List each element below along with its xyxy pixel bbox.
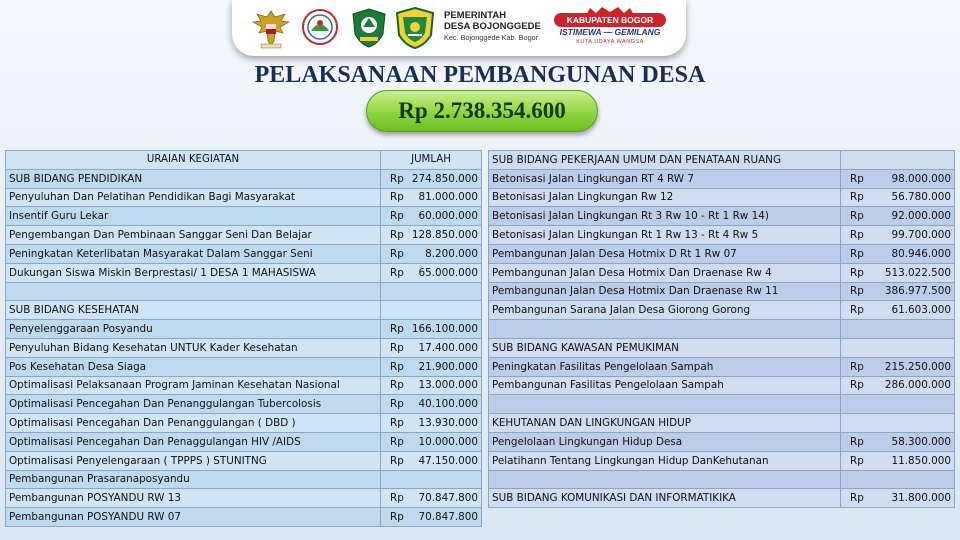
amount-value: 386.977.500 [884, 285, 951, 298]
row-amount [841, 151, 955, 170]
row-description: Pengelolaan Lingkungan Hidup Desa [489, 432, 841, 451]
amount-value: 286.000.000 [884, 379, 951, 392]
amount-value: 128.850.000 [411, 229, 478, 242]
bogor-brand-line1: KABUPATEN BOGOR [554, 13, 666, 27]
currency-label: Rp [850, 304, 864, 317]
amount-value: 65.000.000 [418, 266, 478, 279]
amount-wrap [384, 191, 478, 203]
table-row [6, 451, 482, 470]
amount-wrap [384, 436, 478, 448]
table-row [6, 282, 482, 301]
amount-wrap [384, 511, 478, 523]
currency-label: Rp [390, 417, 404, 430]
row-description: Betonisasi Jalan Lingkungan RT 4 RW 7 [489, 169, 841, 188]
amount-value: 61.603.000 [891, 304, 951, 317]
header-logo-card [232, 0, 686, 56]
row-description: Betonisasi Jalan Lingkungan Rt 3 Rw 10 - Rt 1 Rw 14) [489, 207, 841, 226]
row-description: Penyuluhan Bidang Kesehatan UNTUK Kader Kesehatan [6, 338, 381, 357]
amount-wrap [384, 492, 478, 504]
amount-value: 56.780.000 [891, 191, 951, 204]
table-header-row [6, 151, 482, 170]
table-row [489, 414, 955, 433]
left-budget-table [5, 150, 482, 527]
amount-value: 40.100.000 [418, 398, 478, 411]
row-description: Pembangunan Jalan Desa Hotmix Dan Draenase Rw 4 [489, 263, 841, 282]
amount-wrap [844, 173, 951, 185]
desa-line2: DESA BOJONGGEDE [444, 21, 541, 32]
amount-value: 81.000.000 [418, 191, 478, 204]
amount-wrap [844, 210, 951, 222]
desa-line3: Kec. Bojonggede Kab. Bogor [444, 33, 539, 42]
currency-label: Rp [390, 398, 404, 411]
row-amount [381, 451, 482, 470]
row-amount [841, 282, 955, 301]
amount-wrap [384, 417, 478, 429]
row-description: Pembangunan Prasaranaposyandu [6, 470, 381, 489]
table-row [489, 263, 955, 282]
amount-value: 70.847.800 [418, 511, 478, 524]
amount-wrap [844, 455, 951, 467]
amount-wrap [844, 285, 951, 297]
amount-value: 58.300.000 [891, 435, 951, 448]
currency-label: Rp [850, 285, 864, 298]
row-amount [841, 432, 955, 451]
currency-label: Rp [390, 379, 404, 392]
amount-wrap [844, 229, 951, 241]
row-description: Pembangunan POSYANDU RW 07 [6, 508, 381, 527]
amount-value: 10.000.000 [418, 435, 478, 448]
row-amount [381, 169, 482, 188]
currency-label: Rp [390, 360, 404, 373]
amount-wrap [384, 210, 478, 222]
table-row [6, 226, 482, 245]
row-amount [381, 244, 482, 263]
row-description: Optimalisasi Penyelengaraan ( TPPPS ) STUNITNG [6, 451, 381, 470]
row-description: Penyelenggaraan Posyandu [6, 320, 381, 339]
amount-value: 8.200.000 [425, 247, 478, 260]
row-description: Insentif Guru Lekar [6, 207, 381, 226]
row-description [489, 470, 841, 489]
amount-wrap [384, 455, 478, 467]
row-amount [841, 470, 955, 489]
desa-identity [444, 10, 548, 43]
currency-label: Rp [390, 172, 404, 185]
row-description: Optimalisasi Pelaksanaan Program Jaminan Kesehatan Nasional [6, 376, 381, 395]
row-description: Pengembangan Dan Pembinaan Sanggar Seni Dan Belajar [6, 226, 381, 245]
currency-label: Rp [850, 360, 864, 373]
table-row [6, 489, 482, 508]
row-amount [841, 244, 955, 263]
row-description: Penyuluhan Dan Pelatihan Pendidikan Bagi Masyarakat [6, 188, 381, 207]
page-title: PELAKSANAAN PEMBANGUNAN DESA [254, 62, 706, 88]
currency-label: Rp [390, 247, 404, 260]
right-table-body [489, 151, 955, 508]
amount-value: 215.250.000 [884, 360, 951, 373]
currency-label: Rp [390, 210, 404, 223]
row-amount [841, 338, 955, 357]
amount-wrap [844, 361, 951, 373]
amount-wrap [844, 248, 951, 260]
currency-label: Rp [850, 435, 864, 448]
row-description: SUB BIDANG PEKERJAAN UMUM DAN PENATAAN RUANG [489, 151, 841, 170]
bogor-brand-line3: KUTA UDAYA WANGSA [576, 39, 644, 45]
amount-value: 21.900.000 [418, 360, 478, 373]
amount-wrap [384, 361, 478, 373]
row-amount [381, 301, 482, 320]
table-row [489, 188, 955, 207]
row-description: Pos Kesehatan Desa Siaga [6, 357, 381, 376]
table-row [489, 432, 955, 451]
desa-line1: PEMERINTAH [444, 10, 507, 21]
table-row [6, 169, 482, 188]
row-amount [841, 320, 955, 339]
table-row [489, 301, 955, 320]
amount-value: 47.150.000 [418, 454, 478, 467]
amount-wrap [384, 229, 478, 241]
table-row [489, 320, 955, 339]
table-row [489, 169, 955, 188]
row-description: Optimalisasi Pencegahan Dan Penanggulangan Tubercolosis [6, 395, 381, 414]
row-amount [381, 395, 482, 414]
table-row [489, 395, 955, 414]
row-amount [841, 263, 955, 282]
table-row [489, 357, 955, 376]
table-row [6, 263, 482, 282]
left-table-body [6, 151, 482, 527]
table-row [489, 451, 955, 470]
table-row [489, 226, 955, 245]
amount-wrap [844, 304, 951, 316]
table-row [489, 151, 955, 170]
currency-label: Rp [850, 191, 864, 204]
row-amount [381, 432, 482, 451]
row-amount [841, 451, 955, 470]
amount-value: 92.000.000 [891, 210, 951, 223]
row-description: SUB BIDANG KOMUNIKASI DAN INFORMATIKIKA [489, 489, 841, 508]
amount-value: 70.847.800 [418, 492, 478, 505]
col-header-desc: URAIAN KEGIATAN [6, 151, 381, 170]
currency-label: Rp [390, 266, 404, 279]
row-amount [381, 414, 482, 433]
amount-value: 513.022.500 [884, 266, 951, 279]
row-description: Betonisasi Jalan Lingkungan Rw 12 [489, 188, 841, 207]
row-amount [381, 508, 482, 527]
amount-value: 13.000.000 [418, 379, 478, 392]
total-budget-badge: Rp 2.738.354.600 [366, 90, 598, 132]
amount-wrap [384, 379, 478, 391]
amount-wrap [384, 173, 478, 185]
row-amount [841, 414, 955, 433]
row-description: Peningkatan Keterlibatan Masyarakat Dalam Sanggar Seni [6, 244, 381, 263]
amount-wrap [384, 248, 478, 260]
row-description: Pembangunan Fasilitas Pengelolaan Sampah [489, 376, 841, 395]
currency-label: Rp [850, 172, 864, 185]
amount-wrap [844, 267, 951, 279]
currency-label: Rp [390, 341, 404, 354]
garuda-emblem-icon [252, 8, 290, 50]
amount-wrap [384, 267, 478, 279]
row-description: SUB BIDANG PENDIDIKAN [6, 169, 381, 188]
row-description: KEHUTANAN DAN LINGKUNGAN HIDUP [489, 414, 841, 433]
row-description: Optimalisasi Pencegahan Dan Penaggulangan HIV /AIDS [6, 432, 381, 451]
currency-label: Rp [850, 210, 864, 223]
amount-wrap [384, 323, 478, 335]
row-description: Betonisasi Jalan Lingkungan Rt 1 Rw 13 - Rt 4 Rw 5 [489, 226, 841, 245]
currency-label: Rp [850, 379, 864, 392]
row-description: Optimalisasi Pencegahan Dan Penanggulangan ( DBD ) [6, 414, 381, 433]
table-row [6, 244, 482, 263]
row-description: Peningkatan Fasilitas Pengelolaan Sampah [489, 357, 841, 376]
table-row [489, 489, 955, 508]
row-amount [381, 188, 482, 207]
table-row [489, 207, 955, 226]
row-amount [381, 338, 482, 357]
table-row [6, 376, 482, 395]
table-row [6, 207, 482, 226]
currency-label: Rp [390, 323, 404, 336]
amount-value: 13.930.000 [418, 417, 478, 430]
row-amount [381, 207, 482, 226]
currency-label: Rp [850, 229, 864, 242]
row-description: Dukungan Siswa Miskin Berprestasi/ 1 DESA 1 MAHASISWA [6, 263, 381, 282]
currency-label: Rp [850, 492, 864, 505]
row-description [489, 395, 841, 414]
row-amount [381, 263, 482, 282]
table-row [6, 301, 482, 320]
bogor-brand-logo [554, 6, 666, 50]
row-description: Pembangunan Jalan Desa Hotmix Dan Draenase Rw 11 [489, 282, 841, 301]
row-description [6, 282, 381, 301]
amount-value: 60.000.000 [418, 210, 478, 223]
amount-wrap [844, 492, 951, 504]
table-row [6, 320, 482, 339]
row-amount [381, 357, 482, 376]
row-amount [381, 320, 482, 339]
row-amount [841, 376, 955, 395]
table-row [6, 414, 482, 433]
col-header-amount: JUMLAH [381, 151, 482, 170]
table-row [489, 338, 955, 357]
row-description: SUB BIDANG KAWASAN PEMUKIMAN [489, 338, 841, 357]
row-description: Pembangunan Sarana Jalan Desa Giorong Gorong [489, 301, 841, 320]
currency-label: Rp [850, 266, 864, 279]
amount-value: 80.946.000 [891, 247, 951, 260]
table-row [6, 432, 482, 451]
row-amount [841, 395, 955, 414]
currency-label: Rp [390, 454, 404, 467]
row-description: Pembangunan Jalan Desa Hotmix D Rt 1 Rw 07 [489, 244, 841, 263]
amount-value: 17.400.000 [418, 341, 478, 354]
table-row [6, 470, 482, 489]
bogor-brand-line2: ISTIMEWA — GEMILANG [559, 27, 661, 37]
table-row [6, 338, 482, 357]
right-budget-table [488, 150, 955, 508]
currency-label: Rp [390, 191, 404, 204]
amount-value: 274.850.000 [411, 172, 478, 185]
currency-label: Rp [850, 454, 864, 467]
amount-value: 98.000.000 [891, 172, 951, 185]
row-amount [381, 470, 482, 489]
currency-label: Rp [390, 511, 404, 524]
amount-wrap [844, 191, 951, 203]
amount-value: 166.100.000 [411, 323, 478, 336]
row-amount [841, 188, 955, 207]
row-description [489, 320, 841, 339]
kemendesa-seal-icon [302, 9, 338, 45]
amount-value: 31.800.000 [891, 492, 951, 505]
table-row [6, 188, 482, 207]
amount-value: 99.700.000 [891, 229, 951, 242]
table-row [489, 244, 955, 263]
amount-wrap [384, 398, 478, 410]
amount-wrap [844, 379, 951, 391]
currency-label: Rp [390, 435, 404, 448]
row-description: SUB BIDANG KESEHATAN [6, 301, 381, 320]
table-row [489, 282, 955, 301]
kabupaten-bogor-seal-icon [396, 7, 434, 49]
currency-label: Rp [390, 229, 404, 242]
row-description: Pelatihann Tentang Lingkungan Hidup DanKehutanan [489, 451, 841, 470]
row-amount [841, 357, 955, 376]
row-amount [381, 226, 482, 245]
row-description: Pembangunan POSYANDU RW 13 [6, 489, 381, 508]
row-amount [381, 282, 482, 301]
row-amount [841, 169, 955, 188]
currency-label: Rp [390, 492, 404, 505]
row-amount [841, 489, 955, 508]
table-row [6, 508, 482, 527]
table-row [6, 357, 482, 376]
jabar-seal-icon [352, 8, 386, 48]
row-amount [841, 301, 955, 320]
table-row [489, 376, 955, 395]
row-amount [381, 489, 482, 508]
table-row [489, 470, 955, 489]
amount-wrap [844, 436, 951, 448]
row-amount [841, 226, 955, 245]
amount-wrap [384, 342, 478, 354]
amount-value: 11.850.000 [891, 454, 951, 467]
row-amount [381, 376, 482, 395]
table-row [6, 395, 482, 414]
row-amount [841, 207, 955, 226]
currency-label: Rp [850, 247, 864, 260]
